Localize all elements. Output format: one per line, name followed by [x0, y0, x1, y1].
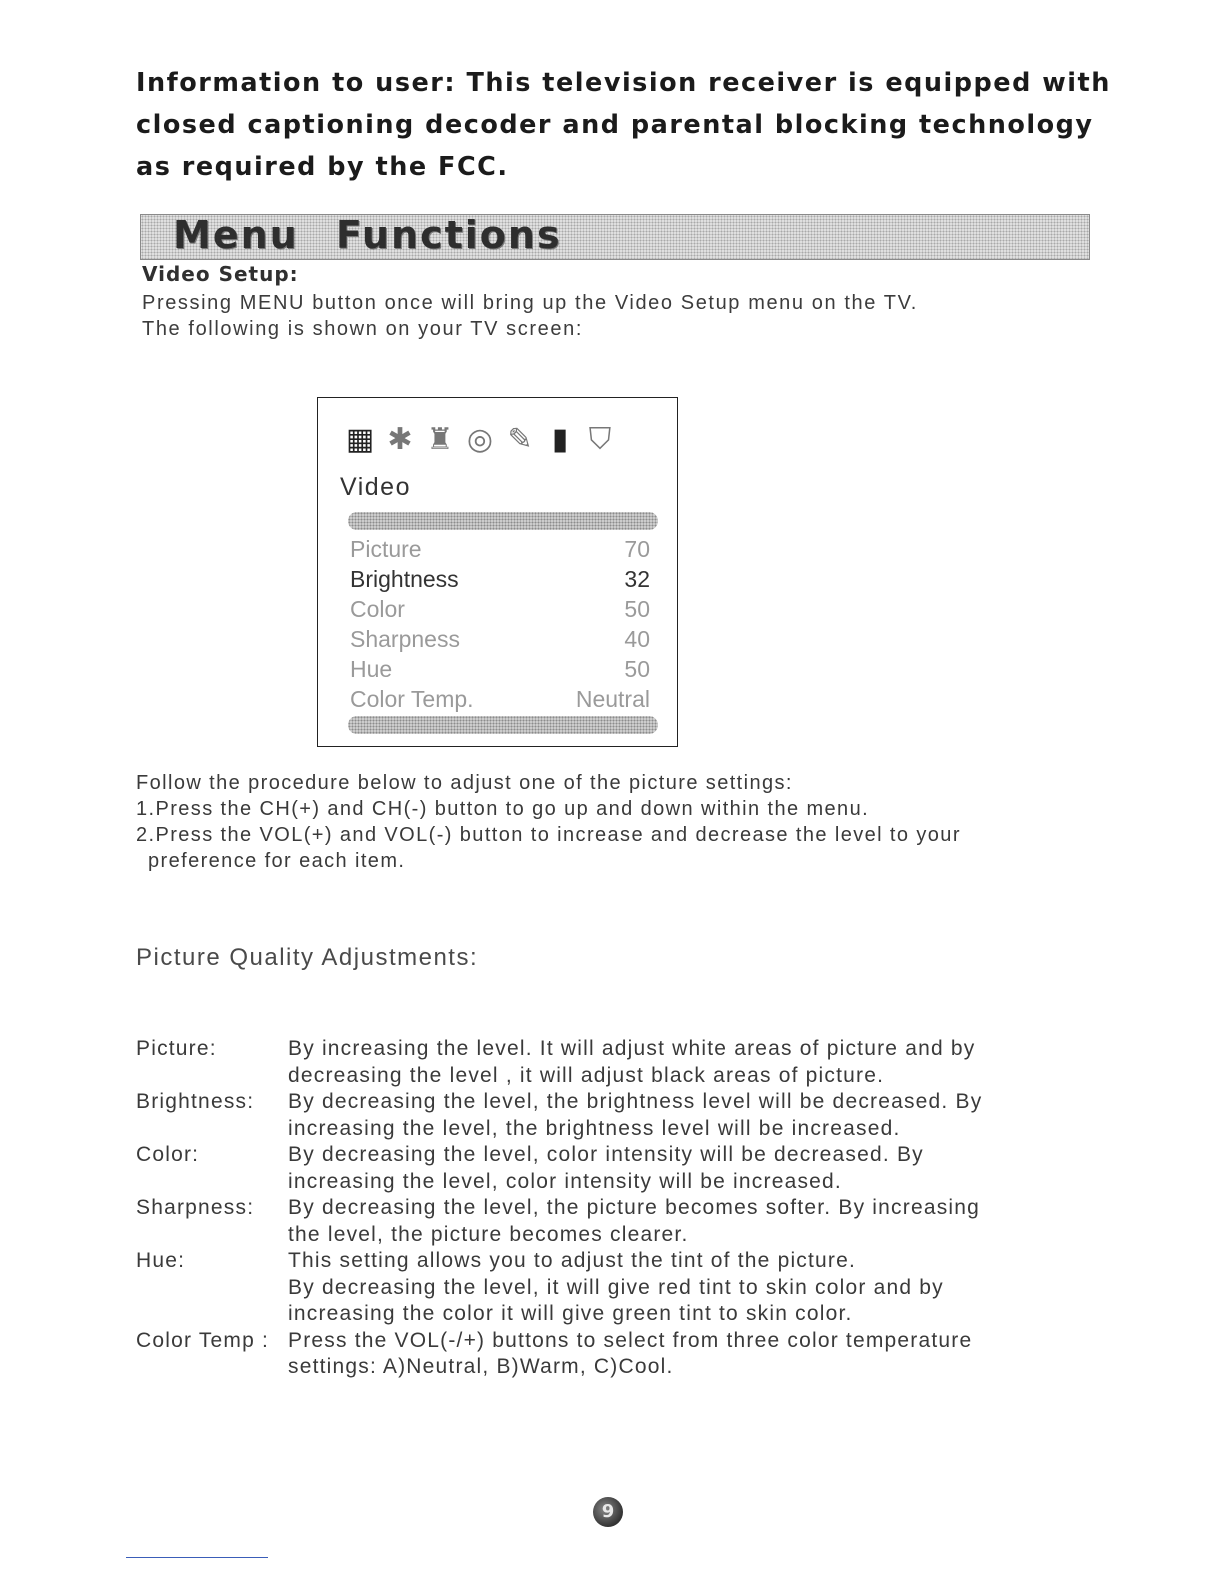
fcc-notice — [136, 62, 1126, 188]
tv-menu-item-value: Neutral — [575, 686, 650, 712]
video-setup-title: Video Setup: — [142, 262, 299, 286]
notice-line-3: as required by the FCC. — [136, 152, 509, 182]
video-setup-line-1: Pressing MENU button once will bring up the Video Setup menu on the TV. — [142, 292, 918, 314]
notice-line-1: Information to user: This television receiver is equipped with — [136, 68, 1111, 98]
definition-color-temp — [136, 1328, 1096, 1381]
setup-icon: ◎ — [466, 423, 494, 456]
notice-line-2: closed captioning decoder and parental blocking technology — [136, 110, 1094, 140]
definition-line: increasing the color it will give green tint to skin color. — [288, 1302, 853, 1325]
definition-term: Color Temp : — [136, 1328, 270, 1352]
definition-line: the level, the picture becomes clearer. — [288, 1222, 689, 1246]
video-setup-line-2: The following is shown on your TV screen: — [142, 318, 583, 340]
tv-menu-item-brightness — [350, 564, 650, 594]
definition-line: By decreasing the level, color intensity will be decreased. By — [288, 1143, 924, 1166]
tv-menu-item-value: 70 — [624, 536, 650, 562]
definition-text — [288, 1142, 1096, 1195]
definition-text — [288, 1036, 1096, 1089]
tv-menu-heading: Video — [340, 473, 411, 501]
picture-quality-title: Picture Quality Adjustments: — [136, 944, 479, 971]
definition-term: Hue: — [136, 1249, 186, 1272]
tv-menu-item-label: Color — [350, 596, 405, 622]
definition-line: Press the VOL(-/+) buttons to select from three color temperature — [288, 1328, 973, 1352]
definition-term: Sharpness: — [136, 1196, 255, 1219]
banner-title: Menu Functions — [173, 213, 562, 257]
instructions-intro: Follow the procedure below to adjust one of the picture settings: — [136, 772, 793, 794]
definition-line: By decreasing the level, the brightness level will be decreased. By — [288, 1090, 983, 1113]
tv-menu-item-label: Brightness — [350, 566, 459, 592]
definition-line: increasing the level, color intensity will be increased. — [288, 1169, 842, 1193]
tv-menu-item-value: 40 — [624, 626, 650, 652]
instructions-step-2-continued: preference for each item. — [148, 850, 406, 872]
definition-brightness — [136, 1089, 1096, 1142]
tv-menu-item-label: Hue — [350, 656, 393, 682]
feature-icon: ✎ — [507, 423, 533, 456]
tv-menu-item-label: Sharpness — [350, 626, 460, 652]
definition-text — [288, 1248, 1096, 1328]
definition-text — [288, 1089, 1096, 1142]
definition-line: This setting allows you to adjust the tint of the picture. — [288, 1249, 857, 1272]
definition-picture — [136, 1036, 1096, 1089]
definition-hue — [136, 1248, 1096, 1328]
definition-term: Color: — [136, 1143, 200, 1166]
tv-menu-item-value: 50 — [624, 656, 650, 682]
tv-menu-item-label: Picture — [350, 536, 422, 562]
tv-menu-screen — [317, 397, 678, 747]
audio-icon: ✱ — [387, 423, 413, 456]
definition-color — [136, 1142, 1096, 1195]
definition-line: By decreasing the level, the picture becomes softer. By increasing — [288, 1196, 981, 1219]
definition-line: decreasing the level , it will adjust black areas of picture. — [288, 1063, 885, 1087]
definitions-list — [136, 1036, 1096, 1381]
lock-icon: ▮ — [551, 423, 569, 456]
parental-icon: ⛉ — [588, 423, 612, 456]
instructions-step-2: 2.Press the VOL(+) and VOL(-) button to increase and decrease the level to your — [136, 824, 961, 846]
definition-sharpness — [136, 1195, 1096, 1248]
definition-term: Picture: — [136, 1037, 217, 1060]
tv-menu-top-bar — [348, 512, 658, 530]
definition-term: Brightness: — [136, 1090, 255, 1113]
definition-text — [288, 1328, 1096, 1381]
video-icon: ▦ — [345, 423, 375, 456]
tv-menu-item-picture — [350, 534, 650, 564]
tv-menu-item-sharpness — [350, 624, 650, 654]
menu-functions-banner — [140, 214, 1090, 260]
tv-menu-item-value: 50 — [624, 596, 650, 622]
adjustment-instructions — [136, 770, 961, 874]
instructions-step-1: 1.Press the CH(+) and CH(-) button to go up and down within the menu. — [136, 798, 870, 820]
definition-line: settings: A)Neutral, B)Warm, C)Cool. — [288, 1355, 674, 1378]
definition-line: By decreasing the level, it will give red tint to skin color and by — [288, 1275, 944, 1299]
tv-menu-item-value: 32 — [624, 566, 650, 592]
page-number-badge: 9 — [593, 1497, 623, 1527]
tv-menu-list — [350, 534, 650, 714]
tv-menu-item-color — [350, 594, 650, 624]
tv-menu-bottom-bar — [348, 716, 658, 734]
channel-icon: ♜ — [426, 423, 454, 456]
definition-text — [288, 1195, 1096, 1248]
definition-line: increasing the level, the brightness level will be increased. — [288, 1116, 901, 1140]
tv-menu-icon-row — [344, 418, 616, 462]
tv-menu-item-color-temp — [350, 684, 650, 714]
definition-line: By increasing the level. It will adjust white areas of picture and by — [288, 1037, 976, 1060]
tv-menu-item-hue — [350, 654, 650, 684]
footer-rule — [126, 1557, 268, 1558]
tv-menu-item-label: Color Temp. — [350, 686, 474, 712]
